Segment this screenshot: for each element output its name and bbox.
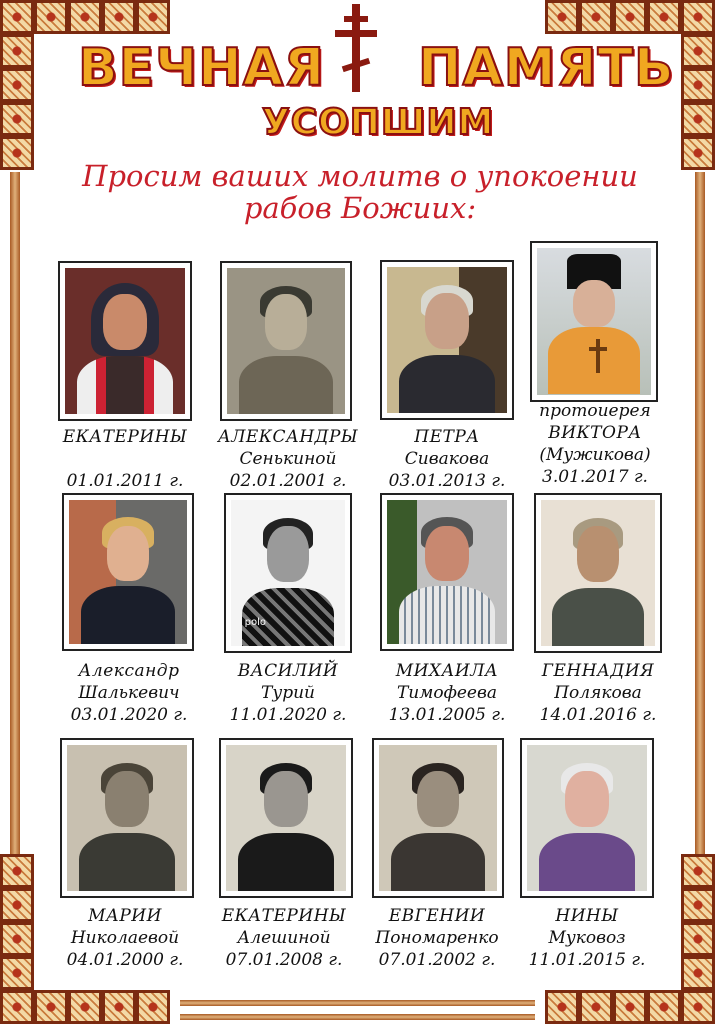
caption-7-name: МИХАИЛА: [395, 661, 499, 681]
caption-11-surname: Пономаренко: [375, 928, 499, 948]
caption-4-date: 3.01.2017 г.: [542, 467, 648, 487]
portrait-1: [58, 261, 192, 421]
caption-6-name: ВАСИЛИЙ: [237, 661, 339, 681]
caption-10-name: ЕКАТЕРИНЫ: [221, 906, 347, 926]
portrait-9: [60, 738, 194, 898]
caption-5-surname: Шалькевич: [78, 683, 180, 703]
portrait-12: [520, 738, 654, 898]
cross-icon: [587, 339, 609, 373]
caption-5-name: Александр: [78, 661, 180, 681]
right-border-bar: [695, 172, 705, 854]
caption-1-surname: [50, 448, 200, 470]
caption-2-surname: Сенькиной: [239, 449, 337, 469]
caption-6-date: 11.01.2020 г.: [229, 705, 347, 725]
caption-10: [209, 905, 359, 971]
title-right: ПАМЯТЬ: [418, 38, 675, 98]
portrait-7: [380, 493, 514, 651]
caption-2-date: 02.01.2001 г.: [229, 471, 347, 491]
request-line-1: Просим ваших молитв о упокоении: [82, 159, 638, 193]
caption-1-date: 01.01.2011 г.: [66, 471, 184, 491]
bottom-divider-2: [180, 1014, 535, 1020]
caption-9-date: 04.01.2000 г.: [66, 950, 184, 970]
orthodox-cross-icon: [331, 4, 381, 92]
caption-1: [50, 426, 200, 492]
caption-2: [213, 426, 363, 492]
caption-3-date: 03.01.2013 г.: [388, 471, 506, 491]
caption-10-date: 07.01.2008 г.: [225, 950, 343, 970]
caption-12-date: 11.01.2015 г.: [528, 950, 646, 970]
portrait-11: [372, 738, 504, 898]
caption-3: [372, 426, 522, 492]
caption-5-date: 03.01.2020 г.: [70, 705, 188, 725]
caption-9-surname: Николаевой: [70, 928, 180, 948]
caption-12: [512, 905, 662, 971]
request-line-2: рабов Божиих:: [243, 191, 477, 225]
caption-9: [50, 905, 200, 971]
portrait-4: [530, 241, 658, 402]
caption-12-name: НИНЫ: [555, 906, 619, 926]
caption-8-surname: Полякова: [554, 683, 642, 703]
caption-5: [54, 660, 204, 726]
shirt-text: polo: [244, 616, 267, 628]
caption-11: [362, 905, 512, 971]
caption-4-surname: (Мужикова): [539, 445, 651, 465]
title-sub: УСОПШИМ: [262, 102, 495, 143]
caption-7-surname: Тимофеева: [396, 683, 498, 703]
bottom-divider: [180, 1000, 535, 1006]
portrait-6: [224, 493, 352, 653]
caption-6: [213, 660, 363, 726]
caption-12-surname: Муковоз: [548, 928, 626, 948]
caption-7: [372, 660, 522, 726]
caption-8: [523, 660, 673, 726]
caption-2-name: АЛЕКСАНДРЫ: [217, 427, 359, 447]
caption-1-name: ЕКАТЕРИНЫ: [62, 427, 188, 447]
caption-4-name: ВИКТОРА: [548, 423, 642, 443]
caption-3-surname: Сивакова: [404, 449, 490, 469]
left-border-bar: [10, 172, 20, 854]
portrait-5: [62, 493, 194, 651]
portrait-3: [380, 260, 514, 420]
caption-7-date: 13.01.2005 г.: [388, 705, 506, 725]
caption-3-name: ПЕТРА: [414, 427, 480, 447]
caption-10-surname: Алешиной: [237, 928, 331, 948]
caption-4-title: протоиерея: [539, 401, 651, 421]
caption-8-date: 14.01.2016 г.: [539, 705, 657, 725]
portrait-8: [534, 493, 662, 653]
caption-8-name: ГЕННАДИЯ: [541, 661, 655, 681]
caption-11-name: ЕВГЕНИИ: [388, 906, 486, 926]
caption-11-date: 07.01.2002 г.: [378, 950, 496, 970]
title-left: ВЕЧНАЯ: [78, 38, 325, 98]
caption-4: [520, 400, 670, 488]
portrait-2: [220, 261, 352, 421]
portrait-10: [219, 738, 353, 898]
caption-9-name: МАРИИ: [88, 906, 162, 926]
caption-6-surname: Турий: [261, 683, 315, 703]
